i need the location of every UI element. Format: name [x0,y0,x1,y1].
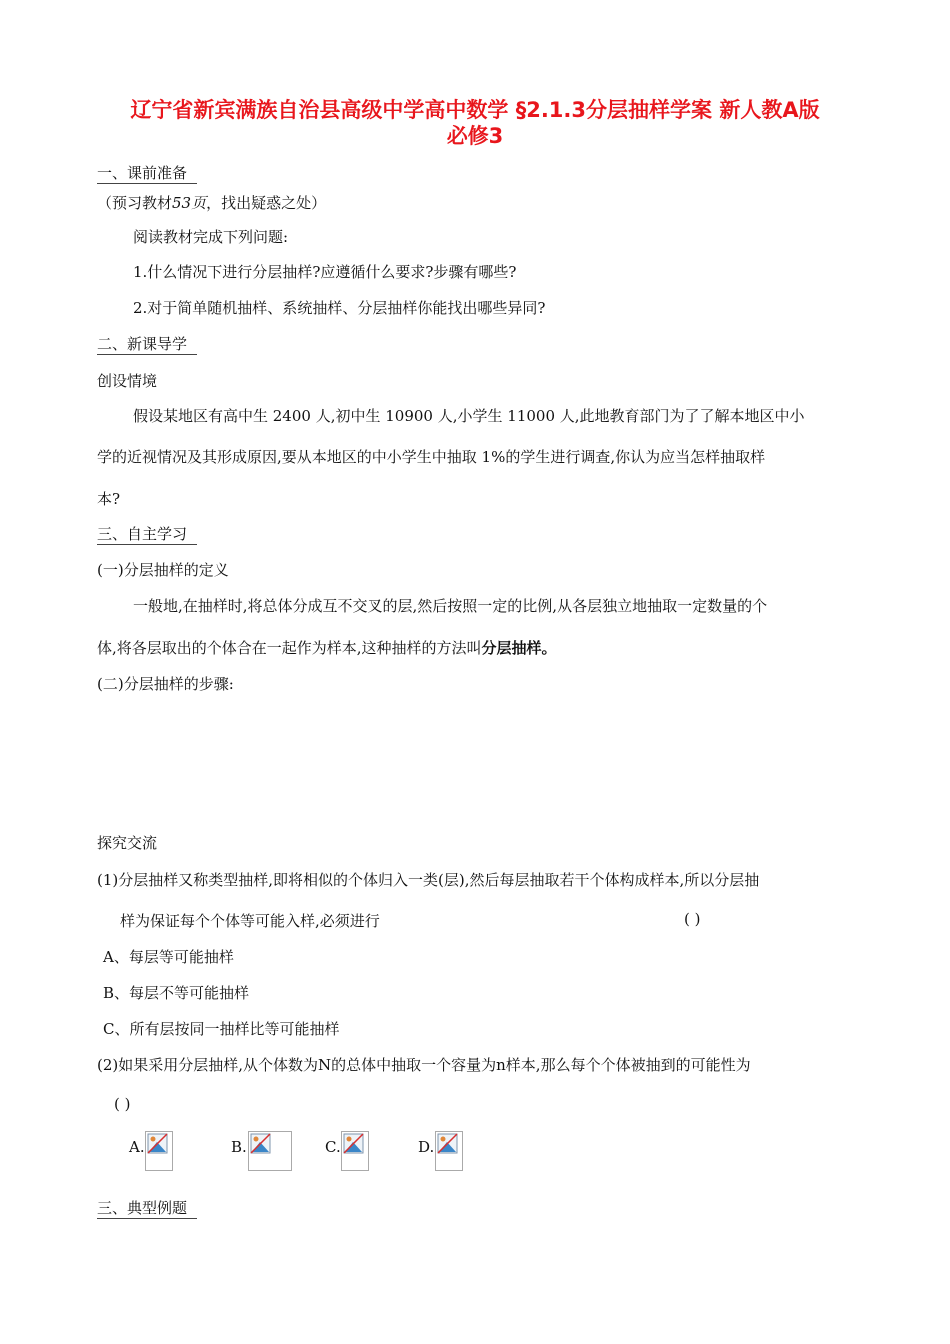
section-heading-examples: 三、典型例题 [97,1199,188,1217]
answer-blank-2: ( ) [114,1095,131,1113]
broken-image-icon [145,1131,173,1171]
section-underline [97,544,197,545]
option-a: A、每层等可能抽样 [103,948,234,966]
broken-image-icon [248,1131,292,1171]
choice-label-c: C. [325,1138,341,1156]
choice-label-b: B. [231,1138,247,1156]
answer-blank-1: ( ) [684,910,701,928]
section-heading-self-study: 三、自主学习 [97,525,188,543]
scenario-heading: 创设情境 [97,372,158,390]
steps-heading: (二)分层抽样的步骤: [97,675,234,693]
choice-label-d: D. [418,1138,435,1156]
section-underline [97,354,197,355]
doc-title-line1: 辽宁省新宾满族自治县高级中学高中数学 §2.1.3分层抽样学案 新人教A版 [130,98,820,122]
explore-heading: 探究交流 [97,834,158,852]
explore-question-1-line-2: 样为保证每个个体等可能入样,必须进行 [120,912,380,930]
broken-image-icon [435,1131,463,1171]
doc-title-line2: 必修3 [446,124,504,148]
choice-label-a: A. [129,1138,145,1156]
definition-heading: (一)分层抽样的定义 [97,561,229,579]
option-c: C、所有层按同一抽样比等可能抽样 [103,1020,340,1038]
prep-question-1: 1.什么情况下进行分层抽样?应遵循什么要求?步骤有哪些? [133,263,517,281]
broken-image-icon [341,1131,369,1171]
explore-question-2: (2)如果采用分层抽样,从个体数为N的总体中抽取一个容量为n样本,那么每个个体被抽到的可能性为 [97,1056,751,1074]
definition-line-1: 一般地,在抽样时,将总体分成互不交叉的层,然后按照一定的比例,从各层独立地抽取一定数量的个 [133,597,768,615]
definition-line-2: 体,将各层取出的个体合在一起作为样本,这种抽样的方法叫分层抽样。 [97,639,557,657]
prep-question-2: 2.对于简单随机抽样、系统抽样、分层抽样你能找出哪些异同? [133,299,546,317]
scenario-line-2: 学的近视情况及其形成原因,要从本地区的中小学生中抽取 1%的学生进行调查,你认为应当怎样抽取样 [97,448,766,466]
prep-note: （预习教材53页，找出疑惑之处） [97,194,327,212]
scenario-line-1: 假设某地区有高中生 2400 人,初中生 10900 人,小学生 11000 人,此地教育部门为了了解本地区中小 [133,407,805,425]
section-underline [97,183,197,184]
explore-question-1-line-1: (1)分层抽样又称类型抽样,即将相似的个体归入一类(层),然后每层抽取若干个体构成样本,所以分层抽 [97,871,760,889]
section-heading-guide: 二、新课导学 [97,335,188,353]
scenario-line-3: 本? [97,490,121,508]
section-heading-prep: 一、课前准备 [97,164,188,182]
prep-intro: 阅读教材完成下列问题: [133,228,289,246]
section-underline [97,1218,197,1219]
option-b: B、每层不等可能抽样 [103,984,250,1002]
